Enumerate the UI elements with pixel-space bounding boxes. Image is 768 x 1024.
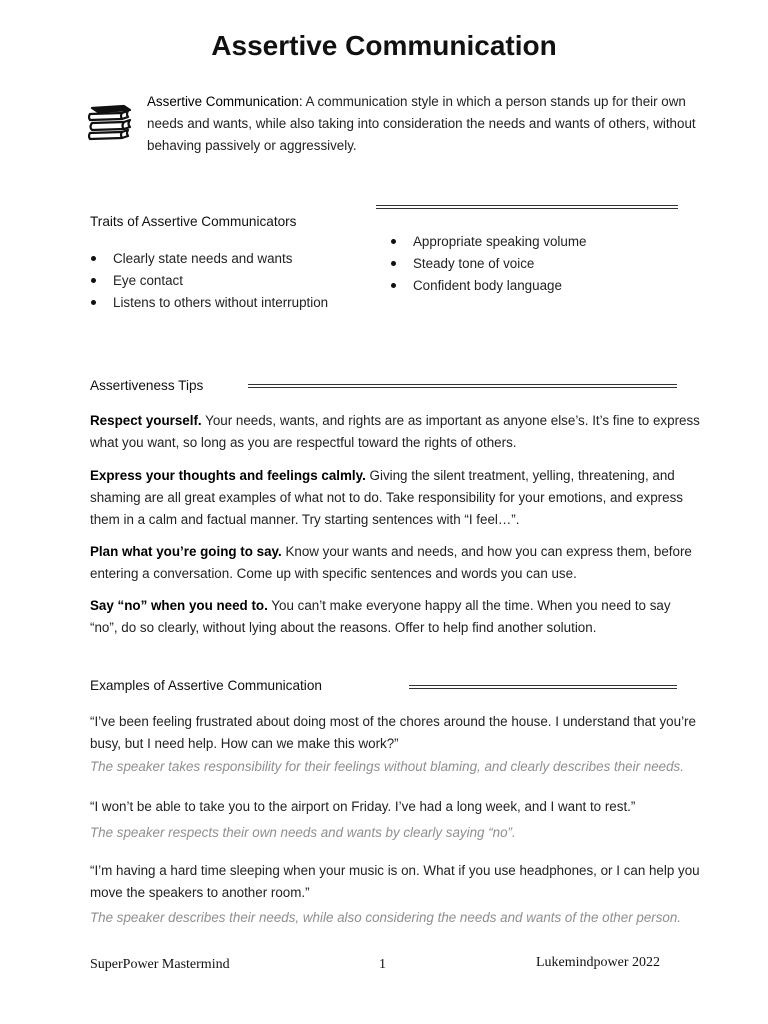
tip-text: Your needs, wants, and rights are as important as anyone else’s. It’s fine to express what you want, so long as you are respectful toward the rights of others. [90, 413, 700, 450]
tips-heading: Assertiveness Tips [90, 378, 204, 393]
page-title: Assertive Communication [211, 30, 557, 61]
trait-item: Steady tone of voice [390, 253, 690, 275]
example-quote: “I’m having a hard time sleeping when your music is on. What if you use headphones, or I can help you move the speakers to another room.” [90, 863, 700, 900]
footer-right: Lukemindpower 2022 [536, 955, 661, 970]
tips-divider [248, 384, 677, 388]
trait-item: Clearly state needs and wants [90, 248, 370, 270]
tip-paragraph [90, 410, 700, 454]
tip-lead: Plan what you’re going to say. [90, 544, 282, 559]
example-note: The speaker respects their own needs and wants by clearly saying “no”. [90, 824, 516, 840]
tip-paragraph [90, 465, 700, 531]
traits-heading: Traits of Assertive Communicators [90, 214, 297, 229]
example-item [90, 860, 710, 929]
tip-lead: Express your thoughts and feelings calmly. [90, 468, 366, 483]
definition [147, 91, 707, 157]
examples-heading: Examples of Assertive Communication [90, 678, 322, 693]
tip-lead: Respect yourself. [90, 413, 202, 428]
traits-list-right [390, 231, 690, 297]
examples-divider [409, 685, 677, 689]
page-number: 1 [379, 957, 386, 972]
tip-text: Giving the silent treatment, yelling, threatening, and shaming are all great examples of what not to do. Take responsibility for your emotions, and express them in a calm and factual manner. Try starting sentences with “I feel…”. [90, 468, 683, 527]
tip-paragraph [90, 541, 700, 585]
tip-paragraph [90, 595, 700, 639]
example-item [90, 711, 710, 778]
trait-item: Appropriate speaking volume [390, 231, 690, 253]
example-item [90, 796, 710, 843]
definition-term: Assertive Communication: [147, 94, 303, 109]
example-note: The speaker describes their needs, while also considering the needs and wants of the other person. [90, 910, 682, 925]
definition-text: A communication style in which a person stands up for their own needs and wants, while also taking into consideration the needs and wants of others, without behaving passively or aggressively. [147, 94, 696, 153]
trait-item: Listens to others without interruption [90, 292, 370, 314]
footer-left: SuperPower Mastermind [90, 957, 230, 972]
trait-item: Confident body language [390, 275, 690, 297]
tip-text: You can’t make everyone happy all the time. When you need to say “no”, do so clearly, without lying about the reasons. Offer to help find another solution. [90, 598, 671, 635]
tip-text: Know your wants and needs, and how you can express them, before entering a conversation. Come up with specific sentences and words you can use. [90, 544, 692, 581]
example-quote: “I won’t be able to take you to the airport on Friday. I’ve had a long week, and I want to rest.” [90, 799, 636, 814]
traits-list-left [90, 248, 370, 314]
tip-lead: Say “no” when you need to. [90, 598, 268, 613]
example-quote: “I’ve been feeling frustrated about doing most of the chores around the house. I understand that you’re busy, but I need help. How can we make this work?” [90, 714, 696, 751]
books-icon [86, 104, 132, 142]
traits-divider [376, 205, 678, 209]
trait-item: Eye contact [90, 270, 370, 292]
example-note: The speaker takes responsibility for their feelings without blaming, and clearly describes their needs. [90, 759, 684, 774]
